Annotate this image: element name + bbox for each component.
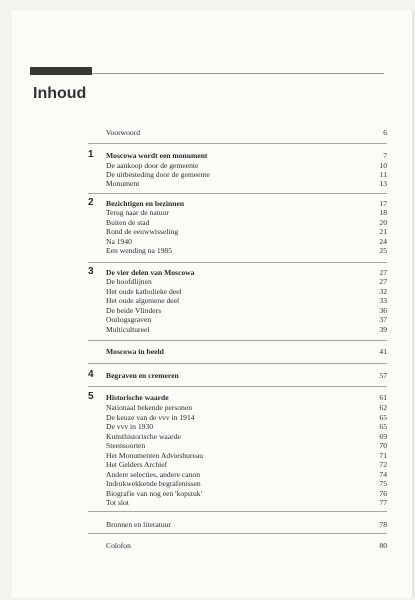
toc-entry [88,325,387,335]
toc-label: De keuze van de vvv in 1914 [106,413,195,422]
toc-chapter [88,393,387,403]
toc-page-number: 17 [379,199,387,208]
section-divider [88,143,387,144]
toc-label: Andere selecties, andere canon [106,470,201,479]
section-divider [88,533,387,534]
toc-entry [88,315,387,325]
toc-page-number: 27 [379,277,387,286]
toc-entry [88,541,387,551]
toc-entry [88,246,387,256]
toc-entry [88,479,387,489]
toc-label: Steensoorten [106,441,146,450]
toc-page-number: 36 [379,306,387,315]
toc-label: Een wending na 1985 [106,246,173,255]
toc-chapter [88,371,387,381]
section-divider [88,340,387,341]
section-divider [88,193,387,194]
toc-entry [88,460,387,470]
toc-page-number: 75 [379,479,387,488]
toc-page-number: 10 [379,161,387,170]
chapter-number: 3 [88,266,94,277]
toc-label: Buiten de stad [106,218,150,227]
toc-label: Het Gelders Archief [106,460,168,469]
toc-label: Terug naar de natuur [106,208,169,217]
toc-entry [88,403,387,413]
toc-page-number: 13 [379,179,387,188]
toc-label: Multicultureel [106,325,150,334]
toc-entry [88,179,387,189]
toc-page-number: 33 [379,296,387,305]
toc-label: De vvv in 1930 [106,422,154,431]
toc-entry [88,347,387,357]
section-divider [88,363,387,364]
toc-page-number: 74 [379,470,387,479]
toc-label: Bronnen en literatuur [106,520,171,529]
toc-label: Tot slot [106,498,129,507]
section-divider [88,511,387,512]
toc-label: Monument [106,179,140,188]
toc-label: De aankoop door de gemeente [106,161,199,170]
toc-label: Moscowa in beeld [106,347,164,356]
toc-page-number: 41 [379,347,387,356]
toc-page-number: 65 [379,413,387,422]
toc-label: Historische waarde [106,393,169,402]
chapter-number: 5 [88,391,94,402]
chapter-number: 4 [88,369,94,380]
toc-page-number: 25 [379,246,387,255]
toc-page-number: 39 [379,325,387,334]
toc-page-number: 11 [379,170,387,179]
toc-entry [88,296,387,306]
toc-label: Kunsthistorische waarde [106,432,181,441]
toc-page-number: 32 [379,287,387,296]
toc-page-number: 70 [379,441,387,450]
toc-label: Bezichtigen en bezinnen [106,199,185,208]
toc-label: Oorlogsgraven [106,315,152,324]
toc-label: Indrukwekkende begrafenissen [106,479,201,488]
page-title: Inhoud [33,85,87,102]
toc-label: De uitbesteding door de gemeente [106,170,210,179]
toc-label: De vier delen van Moscowa [106,268,195,277]
chapter-number: 1 [88,149,94,160]
toc-entry [88,422,387,432]
toc-label: Begraven en cremeren [106,371,179,380]
toc-page-number: 78 [379,520,387,529]
toc-page-number: 24 [379,237,387,246]
toc-page-number: 7 [383,151,387,160]
toc-entry [88,498,387,508]
toc-page-number: 76 [379,489,387,498]
toc-label: Moscowa wordt een monument [106,151,208,160]
toc-page-number: 71 [379,451,387,460]
toc-page-number: 27 [379,268,387,277]
toc-page-number: 61 [379,393,387,402]
toc-label: Colofon [106,541,131,550]
toc-page-number: 72 [379,460,387,469]
chapter-number: 2 [88,197,94,208]
toc-page-number: 20 [379,218,387,227]
toc-page-number: 62 [379,403,387,412]
toc-page-number: 6 [383,128,387,137]
toc-page-number: 80 [379,541,387,550]
toc-label: Biografie van nog een 'kopstuk' [106,489,202,498]
toc-entry [88,441,387,451]
toc-page-number: 65 [379,422,387,431]
section-divider [88,262,387,263]
toc-label: Nationaal bekende personen [106,403,193,412]
toc-page-number: 21 [379,227,387,236]
toc-label: Rond de eeuwwisseling [106,227,179,236]
toc-chapter [88,151,387,161]
toc-label: Het oude algemene deel [106,296,180,305]
toc-page-number: 77 [379,498,387,507]
toc-entry [88,520,387,530]
toc-page-number: 37 [379,315,387,324]
toc-page-number: 18 [379,208,387,217]
toc-page-number: 69 [379,432,387,441]
toc-label: De hoofdlijnen [106,277,152,286]
toc-label: Het Monumenten Adviesbureau [106,451,204,460]
toc-entry [88,208,387,218]
toc-page-number: 57 [379,371,387,380]
toc-label: Voorwoord [106,128,141,137]
toc-entry [88,128,387,138]
section-divider [88,386,387,387]
toc-entry [88,227,387,237]
toc-label: De beide Vlinders [106,306,162,315]
toc-entry [88,277,387,287]
toc-label: Het oude katholieke deel [106,287,182,296]
toc-label: Na 1940 [106,237,132,246]
